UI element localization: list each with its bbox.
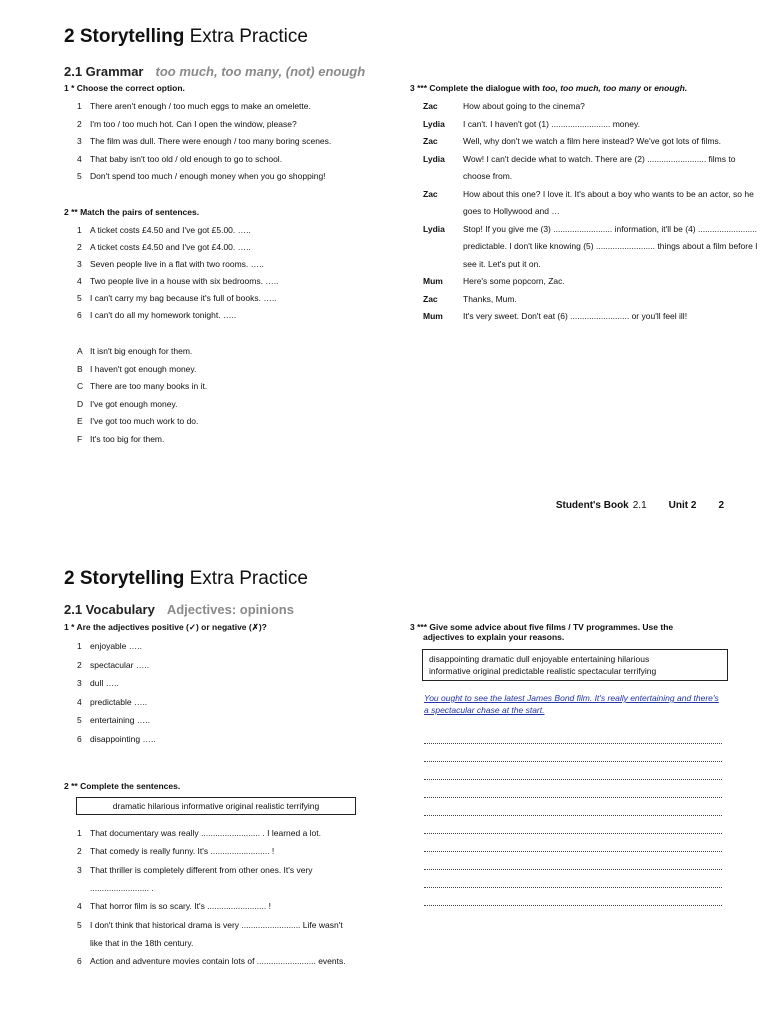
speech: How about this one? I love it. It's about a boy who wants to be an actor, so he goes to Hollywood and … [463, 188, 754, 216]
item-text: There are too many books in it. [90, 381, 208, 391]
item-text: I can't carry my bag because it's full of books. ….. [90, 293, 277, 303]
speaker: Zac [423, 136, 438, 146]
exercise-1-instruction: 1 * Choose the correct option. [64, 83, 185, 93]
dialogue-line [423, 116, 763, 134]
list-item [77, 256, 264, 272]
dialogue-line [423, 151, 763, 186]
exercise-2-instruction: 2 ** Match the pairs of sentences. [64, 207, 200, 217]
item-text: That thriller is completely different from other ones. It's very [90, 864, 313, 875]
answer-line[interactable] [424, 851, 722, 852]
speech: Wow! I can't decide what to watch. There are (2) ......................... films to choose from. [463, 153, 736, 181]
speech: Well, why don't we watch a film here instead? We've got lots of films. [463, 136, 722, 146]
answer-line[interactable] [424, 869, 722, 870]
list-item [77, 917, 343, 933]
speech: Here's some popcorn, Zac. [463, 276, 565, 286]
item-text: It's too big for them. [90, 433, 165, 444]
list-item [77, 862, 313, 878]
footer-page-number: 2 [718, 500, 724, 511]
item-text: dull ….. [90, 678, 119, 688]
item-text: A ticket costs £4.50 and I've got £5.00. ….. [90, 225, 251, 235]
list-item [77, 935, 193, 951]
item-text: I haven't got enough money. [90, 363, 197, 374]
item-number: 1 [77, 828, 82, 838]
answer-line[interactable] [424, 761, 722, 762]
list-item [77, 880, 154, 896]
dialogue-line [423, 308, 763, 326]
dialogue-line [423, 186, 763, 221]
speech: I can't. I haven't got (1) ......................... money. [463, 118, 640, 129]
item-number: 4 [77, 153, 82, 164]
list-item [77, 694, 147, 710]
item-number: D [77, 398, 84, 409]
list-item [77, 116, 297, 132]
speaker: Zac [423, 293, 438, 304]
dialogue-line [423, 273, 763, 291]
item-number: 6 [77, 733, 82, 744]
item-number: 2 [77, 659, 82, 670]
answer-line[interactable] [424, 815, 722, 816]
dialogue-line [423, 291, 763, 309]
answer-line[interactable] [424, 833, 722, 834]
item-number: 5 [77, 293, 82, 303]
item-number: 3 [77, 136, 82, 146]
item-number: 1 [77, 101, 82, 111]
item-text: Seven people live in a flat with two rooms. ….. [90, 259, 264, 269]
answer-line[interactable] [424, 743, 722, 744]
item-text: That horror film is so scary. It's ......................... ! [90, 901, 271, 912]
section-heading: 2.1 Grammar too much, too many, (not) enough [64, 64, 366, 79]
exercise-1-instruction: 1 * Are the adjectives positive (✓) or negative (✗)? [64, 622, 267, 632]
item-number: B [77, 363, 83, 374]
item-number: 1 [77, 225, 82, 235]
item-number: A [77, 346, 83, 356]
page-footer [534, 500, 724, 511]
item-number: 5 [77, 171, 82, 181]
dialogue-line [423, 133, 763, 151]
list-item [77, 396, 177, 412]
footer-book: Student's Book [555, 500, 629, 511]
item-number: E [77, 416, 83, 426]
list-item [77, 953, 346, 969]
dialogue-line [423, 221, 763, 274]
dialogue [423, 98, 763, 326]
list-item [77, 675, 119, 691]
list-item [77, 273, 279, 289]
item-text: I don't think that historical drama is very ......................... Life wasn't [90, 919, 343, 930]
page-title: 2 Storytelling Extra Practice [64, 26, 308, 47]
list-item [77, 431, 164, 447]
item-number: 3 [77, 678, 82, 688]
footer-unit: Unit 2 [668, 500, 697, 511]
list-item [77, 378, 207, 394]
exercise-3-instruction: 3 *** Give some advice about five films / TV programmes. Use the adjectives to explain your reasons. [410, 622, 674, 642]
item-text: Two people live in a house with six bedrooms. ….. [90, 276, 279, 286]
list-item [77, 168, 326, 184]
item-text: There aren't enough / too much eggs to make an omelette. [90, 101, 311, 111]
item-number: 3 [77, 259, 82, 269]
speech: It's very sweet. Don't eat (6) ......................... or you'll feel ill! [463, 311, 688, 321]
item-number: 5 [77, 919, 82, 930]
page-title: 2 Storytelling Extra Practice [64, 568, 308, 589]
list-item [77, 731, 156, 747]
list-item [77, 239, 251, 255]
item-text: ......................... . [90, 882, 154, 893]
item-text: I'm too / too much hot. Can I open the window, please? [90, 118, 297, 129]
worksheet-page-vocabulary [0, 540, 768, 1024]
item-number: 5 [77, 715, 82, 725]
item-text: enjoyable ….. [90, 641, 142, 651]
list-item [77, 825, 321, 841]
list-item [77, 307, 236, 323]
item-number: C [77, 381, 84, 391]
list-item [77, 343, 192, 359]
speaker: Zac [423, 188, 438, 199]
list-item [77, 657, 149, 673]
speaker: Lydia [423, 223, 445, 234]
item-number: 4 [77, 696, 82, 707]
speaker: Lydia [423, 118, 445, 129]
speaker: Mum [423, 311, 443, 321]
speech: How about going to the cinema? [463, 101, 585, 111]
list-item [77, 712, 150, 728]
item-text: Don't spend too much / enough money when you go shopping! [90, 171, 326, 181]
answer-line[interactable] [424, 797, 722, 798]
item-text: That comedy is really funny. It's ......................... ! [90, 846, 275, 857]
list-item [77, 151, 282, 167]
item-number: 6 [77, 956, 82, 967]
item-number: 6 [77, 310, 82, 320]
item-number: 2 [77, 118, 82, 129]
list-item [77, 222, 251, 238]
dialogue-line [423, 98, 763, 116]
example-answer: You ought to see the latest James Bond film. It's really entertaining and there's a spectacular chase at the start. [424, 693, 719, 715]
item-number: F [77, 433, 83, 444]
exercise-2-instruction: 2 ** Complete the sentences. [64, 781, 181, 791]
item-number: 4 [77, 276, 82, 286]
item-text: I've got enough money. [90, 398, 178, 409]
item-number: 2 [77, 846, 82, 857]
word-box: dramatic hilarious informative original realistic terrifying [76, 797, 356, 815]
exercise-3-instruction: 3 *** Complete the dialogue with too, too much, too many or enough. [410, 83, 688, 93]
list-item [77, 413, 198, 429]
item-text: like that in the 18th century. [90, 937, 194, 948]
item-text: Action and adventure movies contain lots of ......................... events. [90, 956, 346, 967]
adjective-box: disappointing dramatic dull enjoyable entertaining hilarious informative original predictable realistic spectacular terrifying [422, 649, 728, 681]
item-text: spectacular ….. [90, 659, 150, 670]
footer-book-num: 2.1 [632, 500, 647, 511]
item-text: entertaining ….. [90, 715, 151, 725]
speaker: Mum [423, 276, 443, 286]
item-text: I've got too much work to do. [90, 416, 199, 426]
item-text: That baby isn't too old / old enough to go to school. [90, 153, 283, 164]
item-text: It isn't big enough for them. [90, 346, 193, 356]
list-item [77, 843, 274, 859]
item-number: 4 [77, 901, 82, 912]
item-text: That documentary was really ......................... . I learned a lot. [90, 828, 322, 838]
speaker: Zac [423, 101, 438, 111]
answer-line[interactable] [424, 779, 722, 780]
item-number: 2 [77, 242, 82, 252]
item-number: 1 [77, 641, 82, 651]
item-text: I can't do all my homework tonight. ….. [90, 310, 237, 320]
answer-line[interactable] [424, 905, 722, 906]
list-item [77, 290, 277, 306]
list-item [77, 133, 331, 149]
item-number: 3 [77, 864, 82, 875]
item-text: disappointing ….. [90, 733, 156, 744]
item-text: The film was dull. There were enough / too many boring scenes. [90, 136, 332, 146]
list-item [77, 361, 196, 377]
list-item [77, 898, 271, 914]
speaker: Lydia [423, 153, 445, 164]
answer-line[interactable] [424, 887, 722, 888]
list-item [77, 98, 311, 114]
section-heading: 2.1 Vocabulary Adjectives: opinions [64, 602, 294, 617]
speech: Thanks, Mum. [463, 293, 517, 304]
item-text: predictable ….. [90, 696, 148, 707]
item-text: A ticket costs £4.50 and I've got £4.00. ….. [90, 242, 251, 252]
list-item [77, 638, 142, 654]
speech: Stop! If you give me (3) ......................... information, it'll be (4) ......................... predictable. I don't like knowing (5) ......................... things about a film before I see it. Let's put it on. [463, 223, 758, 269]
